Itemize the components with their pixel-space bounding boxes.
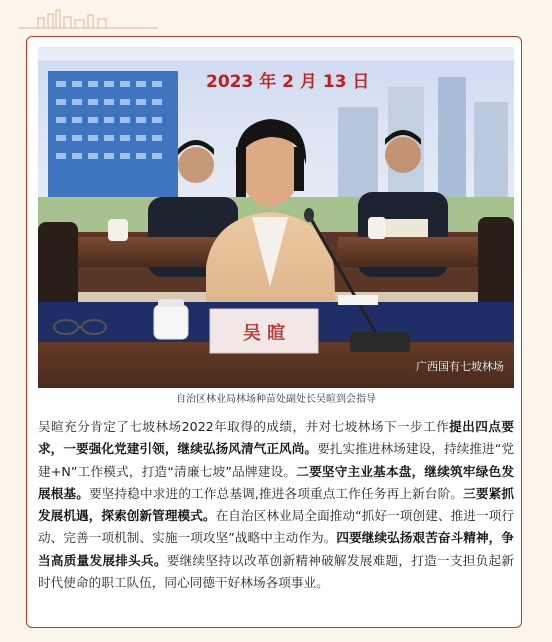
article-paragraph <box>38 416 514 594</box>
article-text: 要继续坚持以改革创新精神破解发展难题，打造一支担负起新时代使命的职工队伍，同心同德干好林场各项事业。 <box>38 552 515 591</box>
article-emphasis-text: 二要坚守主业基本盘，继续筑牢绿色发展根基。 <box>38 463 514 501</box>
name-plate-text: 吴 暄 <box>242 323 286 344</box>
article-emphasis-text: 提出四点要求，一要强化党建引领，继续弘扬风清气正风尚。 <box>38 419 515 457</box>
article-text: 吴暄充分肯定了七坡林场2022年取得的成绩，并对七坡林场下一步工作 <box>38 419 450 434</box>
article-text: 在自治区林业局全面推动“抓好一项创建、推进一项行动、完善一项机制、实施一项攻坚”战略中主动作为。 <box>38 508 514 546</box>
banner-date-text: 2023 年 2 月 13 日 <box>206 72 370 92</box>
photo-watermark: 广西国有七坡林场 <box>416 360 504 373</box>
meeting-photo <box>38 47 514 388</box>
article-emphasis-text: 四要继续弘扬艰苦奋斗精神，争当高质量发展排头兵。 <box>38 530 514 568</box>
article-emphasis-text: 三要紧抓发展机遇，探索创新管理模式。 <box>38 485 515 524</box>
article-text: 要坚持稳中求进的工作总基调,推进各项重点工作任务再上新台阶。 <box>89 485 464 501</box>
photo-caption: 自治区林业局林场种苗处副处长吴暄到会指导 <box>176 394 376 405</box>
article-text: 要扎实推进林场建设，持续推进“党建+N”工作模式，打造“清廉七坡”品牌建设。 <box>38 441 515 479</box>
header-city-skyline-decoration <box>18 8 158 30</box>
